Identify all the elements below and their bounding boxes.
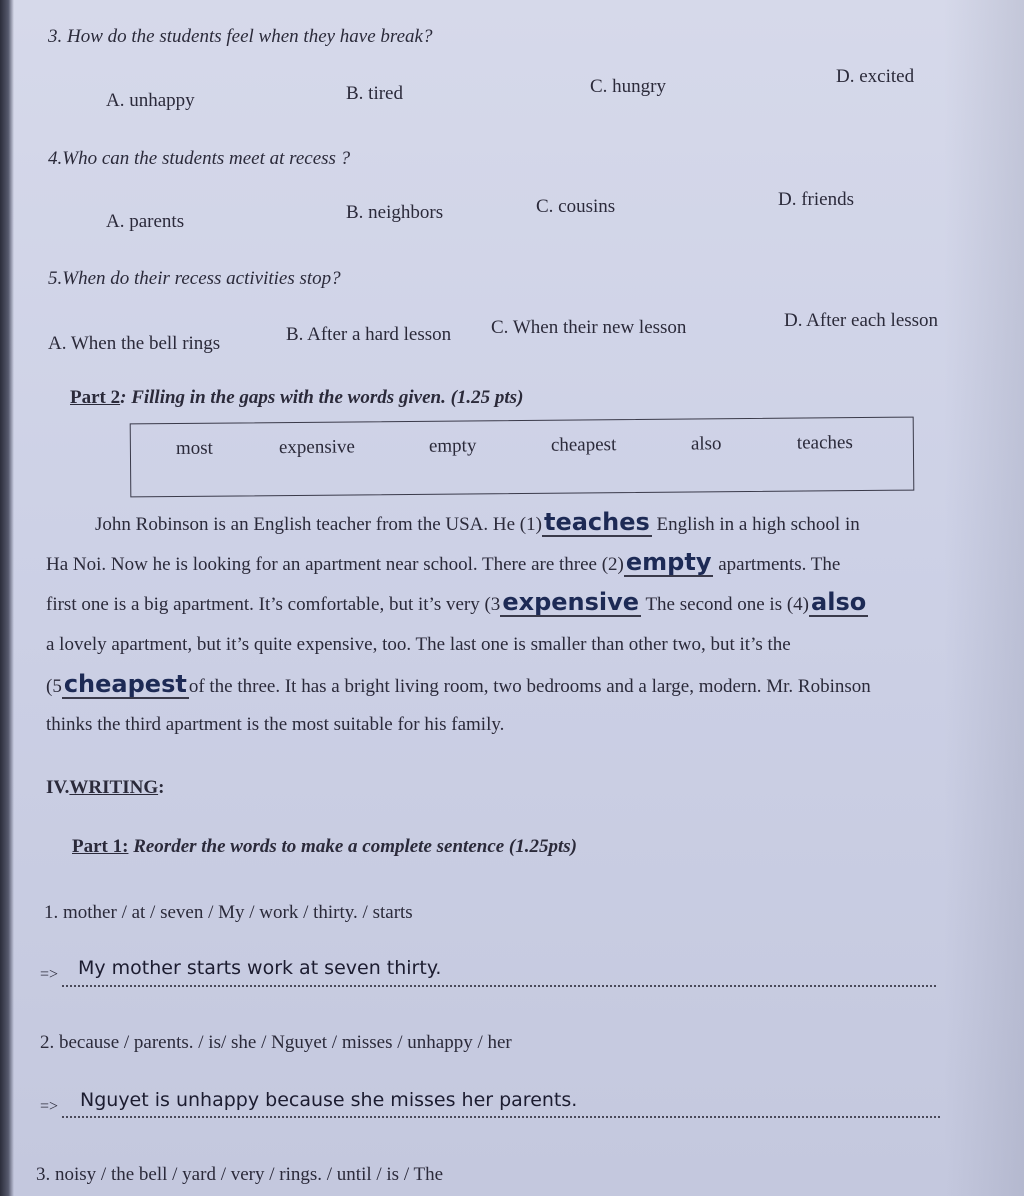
passage-line-4: a lovely apartment, but it’s quite expensive, too. The last one is smaller than other two, but it’s the — [46, 634, 791, 655]
passage-text: (5 — [46, 676, 62, 697]
reorder-item-2-prompt: 2. because / parents. / is/ she / Nguyet / misses / unhappy / her — [40, 1032, 512, 1053]
part2-label: Part 2 — [70, 387, 121, 408]
part2-title: : Filling in the gaps with the words given. (1.25 pts) — [120, 387, 524, 408]
reorder-item-1-arrow: => — [40, 966, 59, 983]
passage-text: The second one is (4) — [641, 594, 810, 615]
part2-heading — [70, 387, 523, 409]
gap-4-answer: also — [811, 588, 867, 616]
word-bank-item: expensive — [278, 436, 355, 459]
q5-option-d: D. After each lesson — [784, 310, 939, 331]
word-bank-item: cheapest — [550, 434, 617, 456]
passage-line-1 — [95, 506, 860, 544]
writing-colon: : — [158, 777, 165, 798]
reorder-item-1-answer: My mother starts work at seven thirty. — [78, 957, 442, 979]
reorder-item-2-arrow: => — [40, 1098, 59, 1115]
q3-option-b: B. tired — [346, 83, 403, 104]
passage-line-5 — [46, 668, 871, 706]
gap-5-answer: cheapest — [63, 670, 187, 698]
passage-text: first one is a big apartment. It’s comfortable, but it’s very (3 — [46, 594, 501, 615]
passage-text: Ha Noi. Now he is looking for an apartment near school. There are three (2) — [46, 554, 624, 575]
reorder-item-3-prompt: 3. noisy / the bell / yard / very / rings. / until / is / The — [36, 1164, 444, 1185]
question-4-stem: 4.Who can the students meet at recess ? — [48, 148, 351, 169]
q3-option-c: C. hungry — [590, 76, 666, 97]
word-bank-box — [130, 417, 915, 498]
q4-option-c: C. cousins — [536, 196, 616, 217]
q4-option-d: D. friends — [778, 189, 854, 210]
q5-option-a: A. When the bell rings — [48, 333, 221, 354]
q5-option-b: B. After a hard lesson — [286, 324, 452, 345]
reorder-item-2-answer: Nguyet is unhappy because she misses her parents. — [80, 1089, 578, 1111]
question-5-stem: 5.When do their recess activities stop? — [48, 268, 341, 289]
passage-text: John Robinson is an English teacher from the USA. He (1) — [95, 514, 542, 535]
passage-text: apartments. The — [713, 554, 841, 575]
passage-text: of the three. It has a bright living room, two bedrooms and a large, modern. Mr. Robinson — [188, 676, 871, 697]
gap-2-answer: empty — [625, 548, 712, 576]
passage-line-3 — [46, 586, 868, 624]
word-bank-item: empty — [428, 435, 477, 457]
question-3-stem: 3. How do the students feel when they have break? — [48, 26, 433, 47]
gap-1-answer: teaches — [543, 508, 650, 536]
q4-option-b: B. neighbors — [346, 202, 444, 223]
passage-line-2 — [46, 546, 840, 584]
writing-part1-title: Reorder the words to make a complete sentence (1.25pts) — [128, 836, 578, 857]
answer-line-1 — [62, 985, 936, 987]
q3-option-d: D. excited — [836, 66, 915, 87]
paper-shadow — [944, 0, 1024, 1196]
passage-line-6: thinks the third apartment is the most suitable for his family. — [46, 714, 505, 735]
reorder-item-1-prompt: 1. mother / at / seven / My / work / thirty. / starts — [44, 902, 413, 923]
writing-heading — [46, 777, 164, 799]
gap-3-answer: expensive — [502, 588, 640, 616]
word-bank-item: also — [690, 433, 722, 455]
q5-option-c: C. When their new lesson — [491, 317, 687, 338]
q4-option-a: A. parents — [106, 211, 185, 232]
answer-line-2 — [62, 1116, 940, 1118]
word-bank-item: teaches — [796, 432, 853, 454]
q3-option-a: A. unhappy — [106, 90, 195, 111]
writing-part1-heading — [72, 836, 577, 858]
passage-text: English in a high school in — [651, 514, 860, 535]
writing-roman: IV. — [46, 777, 70, 798]
writing-title: WRITING — [69, 777, 159, 798]
page-edge-shadow — [0, 0, 14, 1196]
writing-part1-label: Part 1: — [72, 836, 129, 857]
word-bank-item: most — [175, 437, 213, 460]
